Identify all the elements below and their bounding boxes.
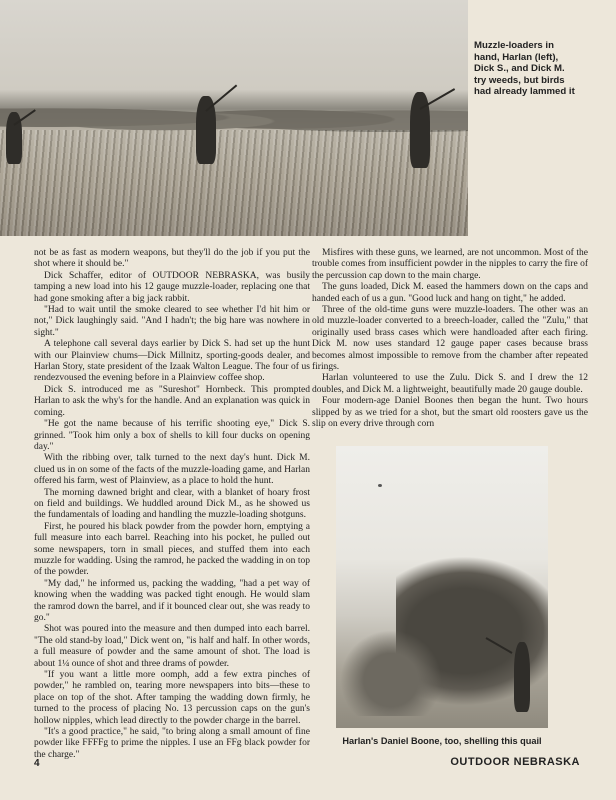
paragraph: With the ribbing over, talk turned to the next day's hunt. Dick M. clued us in on some of the facts of the muzzle-loading game, and Harlan offered his farm, west of Plainview, as a place to hold the hunt. xyxy=(34,453,310,487)
caption-line: Dick S., and Dick M. xyxy=(474,63,565,74)
paragraph: "Had to wait until the smoke cleared to see whether I'd hit him or not," Dick laughingly said. "And I hadn't; the big hare was nowhere in sight." xyxy=(34,305,310,338)
caption-line: try weeds, but birds xyxy=(474,74,565,86)
magazine-name: OUTDOOR NEBRASKA xyxy=(450,756,580,768)
article-column-right xyxy=(312,248,588,431)
bottom-photo-quail-shooting xyxy=(336,446,548,728)
paragraph: Four modern-age Daniel Boones then began the hunt. Two hours slipped by as we tried for a shot, but the smart old roosters gave us the slip on every drive through corn xyxy=(312,396,588,430)
paragraph: "He got the name because of his terrific shooting eye," Dick S. grinned. "Took him only a box of shells to kill four ducks on opening day." xyxy=(34,419,310,452)
paragraph: Shot was poured into the measure and then dumped into each barrel. "The old stand-by load," Dick went on, "is half and half. In other words, a full measure of powder and the same amount of shot. The load is about 1¼ ounce of shot and three drams of powder. xyxy=(34,624,310,669)
paragraph: Three of the old-time guns were muzzle-loaders. The other was an old muzzle-loader converted to a breech-loader, called the "Zulu," that originally used brass cases which were handloaded after each firing. Dick M. now uses standard 12 gauge paper cases because brass becomes almost impossible to remove from the chamber after repeated firings. xyxy=(312,305,588,373)
flying-quail xyxy=(378,484,382,487)
paragraph: not be as fast as modern weapons, but they'll do the job if you put the shot where it should be." xyxy=(34,248,310,270)
paragraph: The morning dawned bright and clear, with a blanket of hoary frost on field and buildings. We huddled around Dick M., as he showed us the fundamentals of loading and handling the muzzle-loading shotguns. xyxy=(34,487,310,521)
top-photo-caption xyxy=(474,40,606,98)
caption-line: Muzzle-loaders in xyxy=(474,40,554,51)
paragraph: A telephone call several days earlier by Dick S. had set up the hunt with our Plainview chums—Dick Millnitz, sporting-goods dealer, and Harlan Story, state president of the Izaak Walton League. The four of us rendezvoused the evening before in a Plainview coffee shop. xyxy=(34,339,310,384)
caption-line: hand, Harlan (left), xyxy=(474,51,559,63)
caption-line: had already lammed it xyxy=(474,86,575,97)
article-column-left xyxy=(34,248,310,761)
top-photo-hunters-in-field xyxy=(0,0,468,236)
paragraph: Dick Schaffer, editor of OUTDOOR NEBRASKA, was busily tamping a new load into his 12 gauge muzzle-loader, replacing one that had gone smoking after a big jack rabbit. xyxy=(34,270,310,304)
paragraph: Misfires with these guns, we learned, are not uncommon. Most of the trouble comes from insufficient powder in the nipples to carry the fire of the percussion cap down to the main charge. xyxy=(312,248,588,281)
hunter-shooting xyxy=(514,642,530,712)
grass-clump xyxy=(336,626,446,716)
paragraph: "It's a good practice," he said, "to bring along a small amount of fine powder like FFFFg to prime the nipples. I use an FFg black powder for the charge." xyxy=(34,727,310,760)
paragraph: Harlan volunteered to use the Zulu. Dick S. and I drew the 12 doubles, and Dick M. a lightweight, beautifully made 20 gauge double. xyxy=(312,373,588,395)
paragraph: First, he poured his black powder from the powder horn, emptying a full measure into each barrel. Reaching into his pocket, he pulled out some newspapers, torn in small pieces, and stuffed them into each muzzle for wadding. Using the ramrod, he packed the wadding in on top of the powder. xyxy=(34,521,310,578)
bottom-photo-caption: Harlan's Daniel Boone, too, shelling this quail xyxy=(342,736,542,746)
page-number: 4 xyxy=(34,758,40,769)
treeline xyxy=(0,96,468,132)
paragraph: The guns loaded, Dick M. eased the hammers down on the caps and handed each of us a gun. "Good luck and hang on tight," he added. xyxy=(312,282,588,304)
weed-field xyxy=(0,130,468,236)
paragraph: Dick S. introduced me as "Sureshot" Hornbeck. This prompted Harlan to ask the why's for the handle. And an explanation was quick in coming. xyxy=(34,384,310,418)
paragraph: "My dad," he informed us, packing the wadding, "had a pet way of knowing when the wadding was packed tight enough. He would slam the ramrod down the barrel, and if it bounced clear out, she was ready to go." xyxy=(34,578,310,623)
paragraph: "If you want a little more oomph, add a few extra pinches of powder," he rambled on, tearing more newspapers into bits—these to place on top of the shot. After tamping the wadding down firmly, he turned to the process of placing No. 13 percussion caps on the gun's hollow nipples, which lead directly to the powder charge in the barrel. xyxy=(34,670,310,726)
